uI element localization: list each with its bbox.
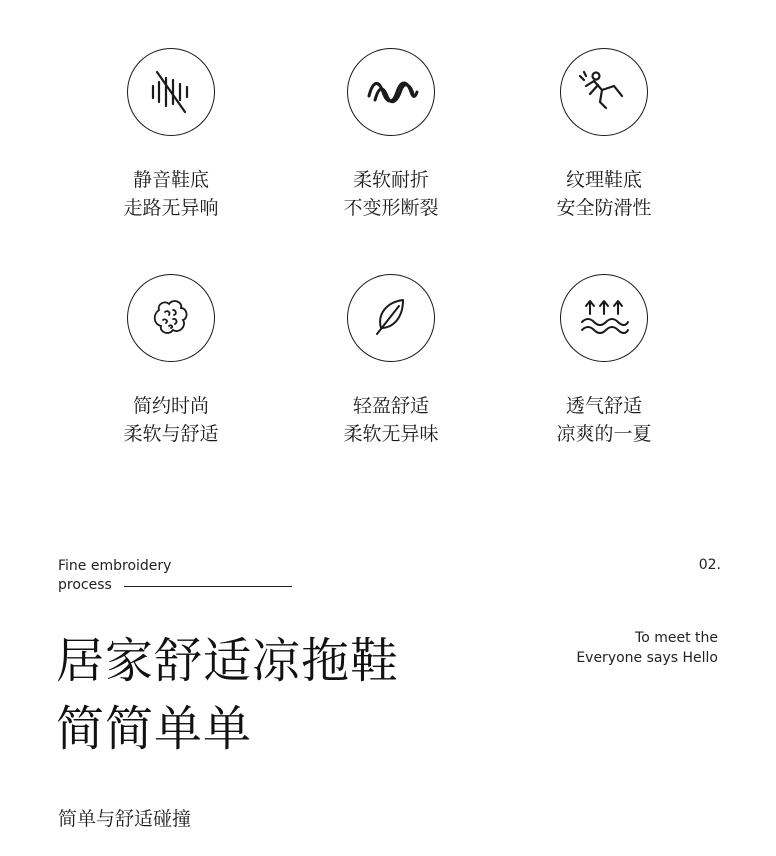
feature-desc: 柔软与舒适 xyxy=(123,423,219,445)
hello-text xyxy=(576,628,718,668)
feature-text xyxy=(281,392,501,448)
feature-desc: 不变形断裂 xyxy=(343,197,439,219)
soft-wave-icon xyxy=(347,48,435,136)
feature-soft-wave xyxy=(281,48,501,222)
feature-silent-sole xyxy=(61,48,281,222)
feature-desc: 走路无异响 xyxy=(123,197,219,219)
headline-line: 居家舒适凉拖鞋 xyxy=(56,633,400,689)
feature-desc: 安全防滑性 xyxy=(556,197,652,219)
feature-text xyxy=(61,166,281,222)
divider-line xyxy=(124,586,292,587)
subtitle-line: process xyxy=(58,577,112,593)
section-number: 02. xyxy=(698,557,721,573)
silent-sole-icon xyxy=(127,48,215,136)
breathable-icon xyxy=(560,274,648,362)
feature-anti-slip xyxy=(494,48,714,222)
hello-line: To meet the xyxy=(635,630,718,646)
feature-text xyxy=(281,166,501,222)
feature-title: 透气舒适 xyxy=(565,395,642,417)
hello-line: Everyone says Hello xyxy=(576,650,718,666)
feature-texture xyxy=(61,274,281,448)
feature-breathable xyxy=(494,274,714,448)
feature-desc: 凉爽的一夏 xyxy=(556,423,652,445)
tagline: 简单与舒适碰撞 xyxy=(58,808,192,830)
subtitle-line: Fine embroidery xyxy=(58,558,172,574)
feature-title: 静音鞋底 xyxy=(132,169,209,191)
feature-desc: 柔软无异味 xyxy=(343,423,439,445)
feature-title: 纹理鞋底 xyxy=(565,169,642,191)
feature-text xyxy=(61,392,281,448)
subtitle-english xyxy=(58,557,171,595)
headline-line: 简简单单 xyxy=(56,701,253,757)
feature-title: 柔软耐折 xyxy=(352,169,429,191)
feature-lightweight xyxy=(281,274,501,448)
feature-text xyxy=(494,166,714,222)
headline xyxy=(56,627,399,763)
feature-title: 简约时尚 xyxy=(132,395,209,417)
feather-leaf-icon xyxy=(347,274,435,362)
anti-slip-icon xyxy=(560,48,648,136)
texture-icon xyxy=(127,274,215,362)
feature-text xyxy=(494,392,714,448)
feature-title: 轻盈舒适 xyxy=(352,395,429,417)
